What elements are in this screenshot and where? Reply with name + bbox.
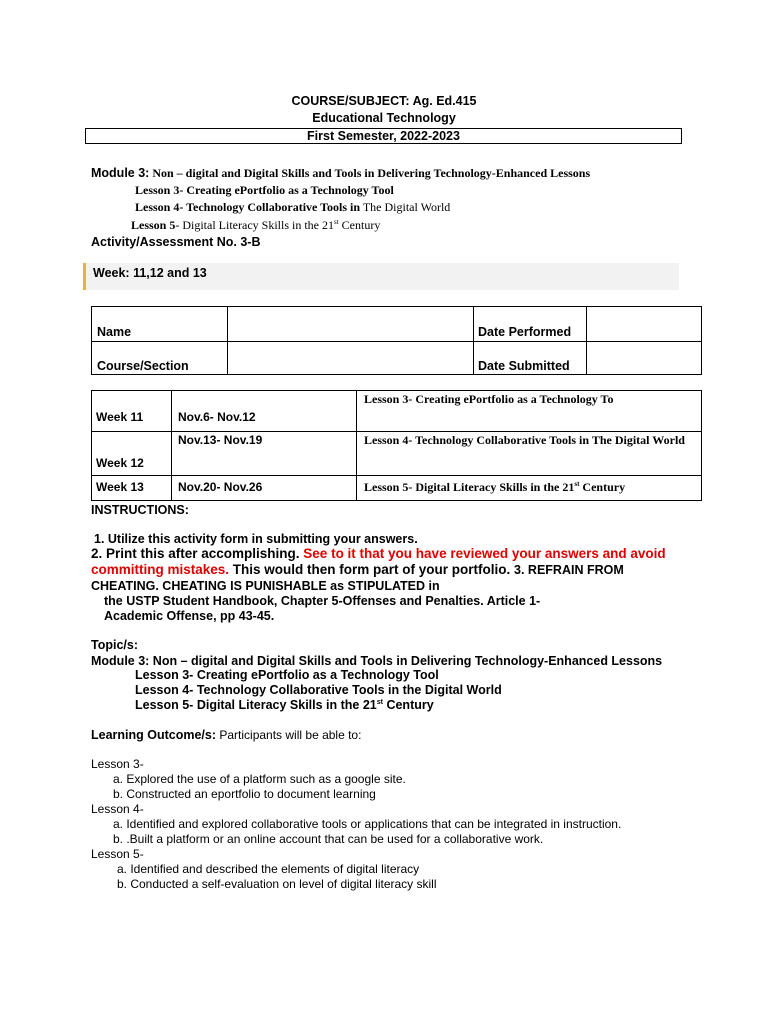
- module-lesson5-sup: st: [333, 218, 339, 226]
- instruction-item-2-end: This would then form part of your portfolio.: [229, 562, 515, 577]
- outcome-lesson5-b: b. Conducted a self-evaluation on level of digital literacy skill: [117, 877, 437, 891]
- schedule-week: Week 13: [92, 476, 172, 501]
- schedule-row: [92, 391, 702, 432]
- module-lesson5: [131, 218, 380, 233]
- schedule-lesson: Lesson 3- Creating ePortfolio as a Technology To: [357, 391, 702, 432]
- course-section-label: Course/Section: [92, 342, 228, 375]
- instruction-item-3-line2: the USTP Student Handbook, Chapter 5-Offenses and Penalties. Article 1-: [104, 594, 541, 608]
- module-lesson5-bold: Lesson 5: [131, 218, 176, 232]
- module-lesson4: [135, 200, 450, 215]
- outcome-lesson4-b: b. .Built a platform or an online account that can be used for a collaborative work.: [113, 832, 544, 846]
- topics-module: Module 3: Non – digital and Digital Skills and Tools in Delivering Technology-Enhanced Lessons: [91, 654, 663, 668]
- topics-lesson5-text: Lesson 5- Digital Literacy Skills in the 21: [135, 698, 377, 712]
- schedule-lesson-end: Century: [579, 480, 626, 494]
- outcome-lesson3-head: Lesson 3-: [91, 757, 144, 771]
- outcome-lesson3-a: a. Explored the use of a platform such as a google site.: [113, 772, 406, 786]
- name-field[interactable]: [228, 307, 474, 342]
- topics-lesson5: [135, 698, 434, 712]
- date-performed-label: Date Performed: [474, 307, 587, 342]
- schedule-row: [92, 432, 702, 476]
- schedule-dates: Nov.6- Nov.12: [172, 391, 357, 432]
- schedule-lesson-text: Lesson 5- Digital Literacy Skills in the 21: [364, 480, 575, 494]
- instruction-item-3-line3: Academic Offense, pp 43-45.: [104, 609, 275, 623]
- instruction-item-1: 1. Utilize this activity form in submitting your answers.: [94, 532, 418, 546]
- topics-lesson3: Lesson 3- Creating ePortfolio as a Technology Tool: [135, 668, 439, 682]
- outcomes-heading: Learning Outcome/s:: [91, 728, 217, 742]
- schedule-week: Week 12: [92, 432, 172, 476]
- schedule-lesson-sup: st: [574, 480, 580, 488]
- course-subject: COURSE/SUBJECT: Ag. Ed.415: [291, 94, 477, 108]
- module-lesson5-end: Century: [338, 218, 381, 232]
- name-label: Name: [92, 307, 228, 342]
- outcomes-intro: Participants will be able to:: [216, 728, 362, 742]
- outcome-lesson4-a: a. Identified and explored collaborative tools or applications that can be integrated in instruction.: [113, 817, 622, 831]
- module-lesson3: Lesson 3- Creating ePortfolio as a Technology Tool: [135, 183, 394, 197]
- instructions-heading: INSTRUCTIONS:: [91, 503, 189, 517]
- course-section-field[interactable]: [228, 342, 474, 375]
- date-submitted-label: Date Submitted: [474, 342, 587, 375]
- topics-lesson5-end: Century: [382, 698, 434, 712]
- week-banner: [83, 263, 679, 290]
- schedule-dates: Nov.20- Nov.26: [172, 476, 357, 501]
- schedule-row: [92, 476, 702, 501]
- schedule-week: Week 11: [92, 391, 172, 432]
- module-lesson5-regular: - Digital Literacy Skills in the 21: [175, 218, 334, 232]
- semester-box: First Semester, 2022-2023: [85, 128, 682, 144]
- student-info-table: [91, 306, 702, 375]
- module-label: Module 3:: [91, 166, 150, 180]
- outcome-lesson5-a: a. Identified and described the elements of digital literacy: [117, 862, 420, 876]
- instruction-item-2-warning: See to it that you have reviewed your answers and avoid committing mistakes.: [91, 546, 666, 577]
- outcome-lesson5-head: Lesson 5-: [91, 847, 144, 861]
- schedule-table: [91, 390, 702, 501]
- schedule-lesson: Lesson 4- Technology Collaborative Tools in The Digital World: [357, 432, 702, 476]
- schedule-lesson: [357, 476, 702, 501]
- module-lesson4-bold: Lesson 4- Technology Collaborative Tools in: [135, 200, 361, 214]
- week-banner-text: Week: 11,12 and 13: [93, 266, 207, 280]
- outcome-lesson3-b: b. Constructed an eportfolio to document learning: [113, 787, 376, 801]
- date-submitted-field[interactable]: [587, 342, 702, 375]
- schedule-dates: Nov.13- Nov.19: [172, 432, 357, 476]
- topics-heading: Topic/s:: [91, 638, 138, 652]
- topics-lesson4: Lesson 4- Technology Collaborative Tools in the Digital World: [135, 683, 502, 697]
- activity-number: Activity/Assessment No. 3-B: [91, 235, 261, 249]
- subject-title: Educational Technology: [312, 111, 456, 125]
- date-performed-field[interactable]: [587, 307, 702, 342]
- instruction-item-3: 3. REFRAIN FROM CHEATING. CHEATING IS PUNISHABLE as STIPULATED in: [91, 563, 624, 593]
- outcomes-heading-line: [91, 728, 361, 742]
- module-heading: [91, 166, 590, 181]
- module-title: Non – digital and Digital Skills and Tools in Delivering Technology-Enhanced Lessons: [149, 166, 591, 180]
- module-lesson4-regular: The Digital World: [360, 200, 451, 214]
- instruction-item-2: [91, 546, 691, 594]
- outcome-lesson4-head: Lesson 4-: [91, 802, 144, 816]
- topics-lesson5-sup: st: [376, 698, 383, 706]
- instruction-item-2-start: 2. Print this after accomplishing.: [91, 546, 304, 561]
